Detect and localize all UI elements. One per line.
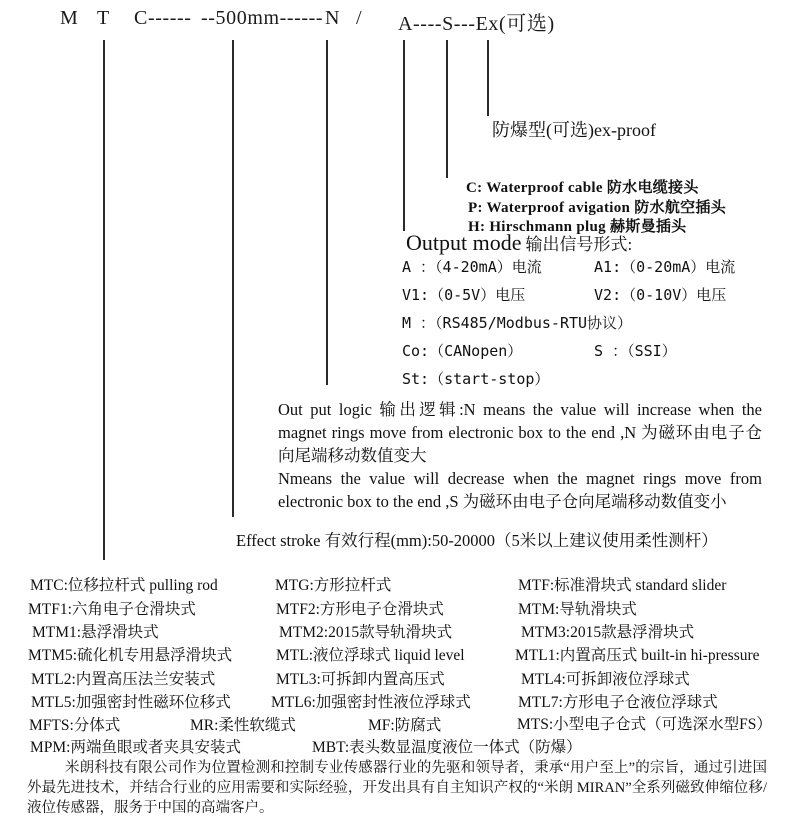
model-list-item-mtm2: MTM2:2015款导轨滑块式 [279, 624, 453, 641]
output-logic-paragraph-1: Out put logic 输出逻辑:N means the value will increase when the magnet rings move from electronic box to the end ,N 为磁环由电子仓向尾端移动数值变大 [278, 400, 762, 465]
model-code-logic: N [325, 7, 341, 29]
connector-line-stroke [232, 40, 234, 517]
output-mode-heading [406, 230, 632, 256]
model-code-series: C------ [134, 7, 192, 29]
model-list-item-mtl: MTL:液位浮球式 liquid level [276, 647, 465, 664]
output-mode-option-v1: V1:（0-5V）电压 [402, 286, 526, 304]
exproof-label: 防爆型(可选)ex-proof [492, 120, 656, 140]
model-list-item-mtm3: MTM3:2015款悬浮滑块式 [521, 624, 695, 641]
model-code-separator: / [356, 7, 363, 29]
connector-line-series [103, 40, 105, 560]
output-mode-option-m: M ：（RS485/Modbus-RTU协议） [402, 314, 633, 332]
output-logic-block [278, 398, 762, 513]
model-list-item-mtl1: MTL1:内置高压式 built-in hi-pressure [515, 647, 760, 664]
effect-stroke-label: Effect stroke 有效行程(mm):50-20000（5米以上建议使用柔性测杆） [236, 531, 718, 550]
connector-line-exproof [487, 40, 489, 116]
model-code-t: T [97, 7, 110, 29]
model-list-item-mtf2: MTF2:方形电子仓滑块式 [276, 601, 444, 618]
output-mode-row-startstop [402, 368, 585, 389]
model-list-item-mfts: MFTS:分体式 [29, 717, 121, 734]
output-mode-row-voltage [402, 284, 726, 305]
output-logic-paragraph-2: Nmeans the value will decrease when the magnet rings move from electronic box to the end ,S 为磁环由电子仓向尾端移动数值变小 [278, 469, 762, 511]
connector-option-c: C: Waterproof cable 防水电缆接头 [466, 180, 699, 196]
model-list-item-mtm5: MTM5:硫化机专用悬浮滑块式 [28, 647, 233, 664]
connector-line-logic [326, 40, 328, 385]
model-list-item-mtf: MTF:标准滑块式 standard slider [518, 577, 727, 594]
model-list-item-mpm: MPM:两端鱼眼或者夹具安装式 [30, 739, 241, 756]
output-mode-option-s: S ：（SSI） [594, 342, 677, 360]
model-code-stroke: --500mm------ [201, 7, 324, 29]
connector-line-connector [446, 40, 448, 178]
model-code-m: M [60, 7, 79, 29]
model-list-item-mtl4: MTL4:可拆卸液位浮球式 [521, 671, 690, 688]
connector-option-p: P: Waterproof avigation 防水航空插头 [468, 200, 727, 216]
model-list-item-mtg: MTG:方形拉杆式 [275, 577, 392, 594]
output-mode-option-st: St:（start-stop） [402, 370, 550, 388]
model-list-item-mtm1: MTM1:悬浮滑块式 [32, 624, 159, 641]
model-list-item-mtl5: MTL5:加强密封性磁环位移式 [31, 694, 231, 711]
model-code-suffix: A----S---Ex(可选) [398, 13, 555, 35]
footer-paragraph: 米朗科技有限公司作为位置检测和控制专业传感器行业的先驱和领导者，秉承“用户至上”的宗旨，通过引进国外最先进技术，并结合行业的应用需要和实际经验，开发出具有自主知识产权的“米朗 MIRAN”全系列磁致伸缩位移/液位传感器，服务于中国的高端客户。 [27, 760, 767, 816]
output-mode-row-current [402, 256, 735, 277]
model-list-item-mtl6: MTL6:加强密封性液位浮球式 [271, 694, 471, 711]
output-mode-heading-zh: 输出信号形式: [525, 235, 633, 254]
model-list-item-mtl2: MTL2:内置高压法兰安装式 [31, 671, 216, 688]
output-mode-option-a1: A1:（0-20mA）电流 [594, 258, 736, 276]
model-list-item-mr: MR:柔性软缆式 [190, 717, 296, 734]
model-list-item-mtl7: MTL7:方形电子仓液位浮球式 [518, 694, 718, 711]
model-list-item-mts: MTS:小型电子仓式（可选深水型FS） [517, 716, 772, 733]
output-mode-row-modbus [402, 312, 633, 333]
model-list-item-mtc: MTC:位移拉杆式 pulling rod [30, 577, 218, 594]
connector-line-output-mode [403, 40, 405, 231]
model-list-item-mbt: MBT:表头数显温度液位一体式（防爆） [312, 739, 582, 756]
output-mode-option-v2: V2:（0-10V）电压 [594, 286, 727, 304]
model-list-item-mf: MF:防腐式 [368, 717, 442, 734]
connector-option-h: H: Hirschmann plug 赫斯曼插头 [468, 219, 687, 235]
model-list-item-mtl3: MTL3:可拆卸内置高压式 [276, 671, 445, 688]
output-mode-option-co: Co:（CANopen） [402, 342, 523, 360]
model-list-item-mtm: MTM:导轨滑块式 [518, 601, 637, 618]
model-list-item-mtf1: MTF1:六角电子仓滑块式 [28, 601, 196, 618]
output-mode-option-a: A ：（4-20mA）电流 [402, 258, 542, 276]
output-mode-row-canopen [402, 340, 677, 361]
output-mode-heading-en: Output mode [406, 230, 522, 255]
